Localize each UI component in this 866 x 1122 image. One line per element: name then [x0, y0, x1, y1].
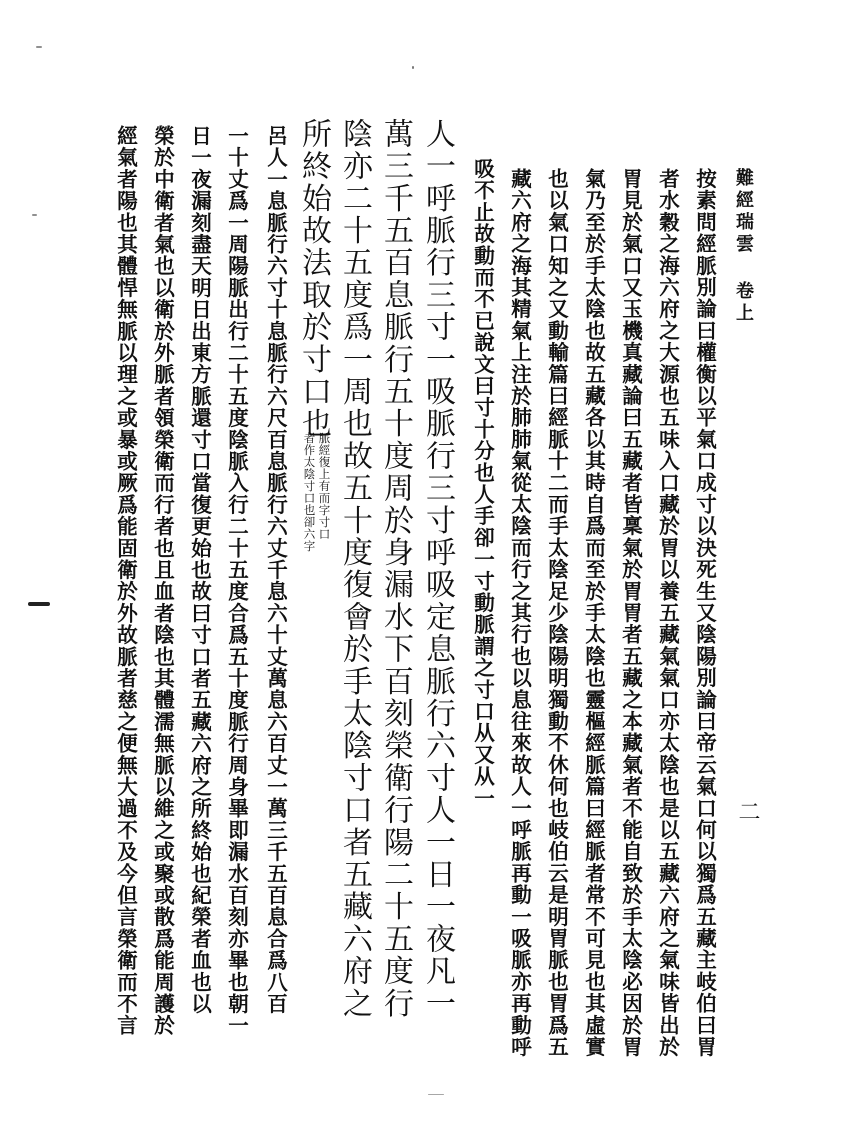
text-column-9: 一十丈爲一周陽脈出行二十五度陰脈入行二十五度合爲五十度脈行周身畢即漏水百刻亦畢也朝一 [224, 125, 249, 1037]
text-column-7: 吸不止故動而不已說文曰寸十分也人手卻一寸動脈謂之寸口从又从一 [470, 158, 495, 809]
text-column-1: 按素問經脈別論曰權衡以平氣口成寸以決死生又陰陽別論曰帝云氣口何以獨爲五藏主岐伯曰胃 [692, 168, 717, 1058]
scan-mark [36, 46, 42, 48]
text-column-11: 榮於中衛者氣也以衛於外脈者領榮衛而行者也且血者陰也其體濡無脈以維之或聚或散爲能周護於 [150, 125, 175, 1037]
main-text-column-3: 陰亦二十五度爲一周也故五十度復會於手太陰寸口者五藏六府之 [337, 118, 372, 1020]
scan-mark [32, 214, 37, 216]
page-number: 二 [735, 800, 760, 822]
interlinear-note-left: 者作太陰寸口也卻六字 [302, 432, 317, 552]
scan-mark [28, 602, 50, 606]
text-column-3: 胃見於氣口又玉機真藏論曰五藏者皆稟氣於胃胃者五藏之本藏氣者不能自致於手太陰必因於胃 [618, 168, 643, 1058]
text-column-6: 藏六府之海其精氣上注於肺肺氣從太陰而行之其行也以息往來故人一呼脈再動一吸脈亦再動呼 [507, 168, 532, 1058]
main-text-column-2: 萬三千五百息脈行五十度周於身漏水下百刻榮衛行陽二十五度行 [378, 118, 413, 1020]
text-column-2: 者水穀之海六府之大源也五味入口藏於胃以養五藏氣氣口亦太陰也是以五藏六府之氣味皆出於 [655, 168, 680, 1058]
scan-mark [428, 1094, 444, 1095]
running-title: 難經瑞雲 卷上 [733, 168, 754, 325]
interlinear-note-right: 脈經復上有而字寸口 [317, 432, 332, 540]
main-text-column-1: 人一呼脈行三寸一吸脈行三寸呼吸定息脈行六寸人一日一夜凡一 [420, 118, 455, 1020]
text-column-5: 也以氣口知之又動輸篇曰經脈十二而手太陰足少陰陽明獨動不休何也岐伯云是明胃脈也胃爲五 [544, 168, 569, 1058]
scan-mark [412, 66, 414, 69]
text-column-4: 氣乃至於手太陰也故五藏各以其時自爲而至於手太陰也靈樞經脈篇曰經脈者常不可見也其虛實 [581, 168, 606, 1058]
text-column-8: 呂人一息脈行六寸十息脈行六尺百息脈行六丈千息六十丈萬息六百丈一萬三千五百息合爲八百 [263, 125, 288, 1015]
text-column-10: 日一夜漏刻盡天明日出東方脈還寸口當復更始也故曰寸口者五藏六府之所終始也紀榮者血也以 [187, 125, 212, 1015]
text-column-12: 經氣者陽也其體悍無脈以理之或暴或厥爲能固衛於外故脈者慈之便無大過不及今但言榮衛而不言 [113, 125, 138, 1037]
main-text-column-4: 所終始故法取於寸口也 [296, 118, 331, 440]
